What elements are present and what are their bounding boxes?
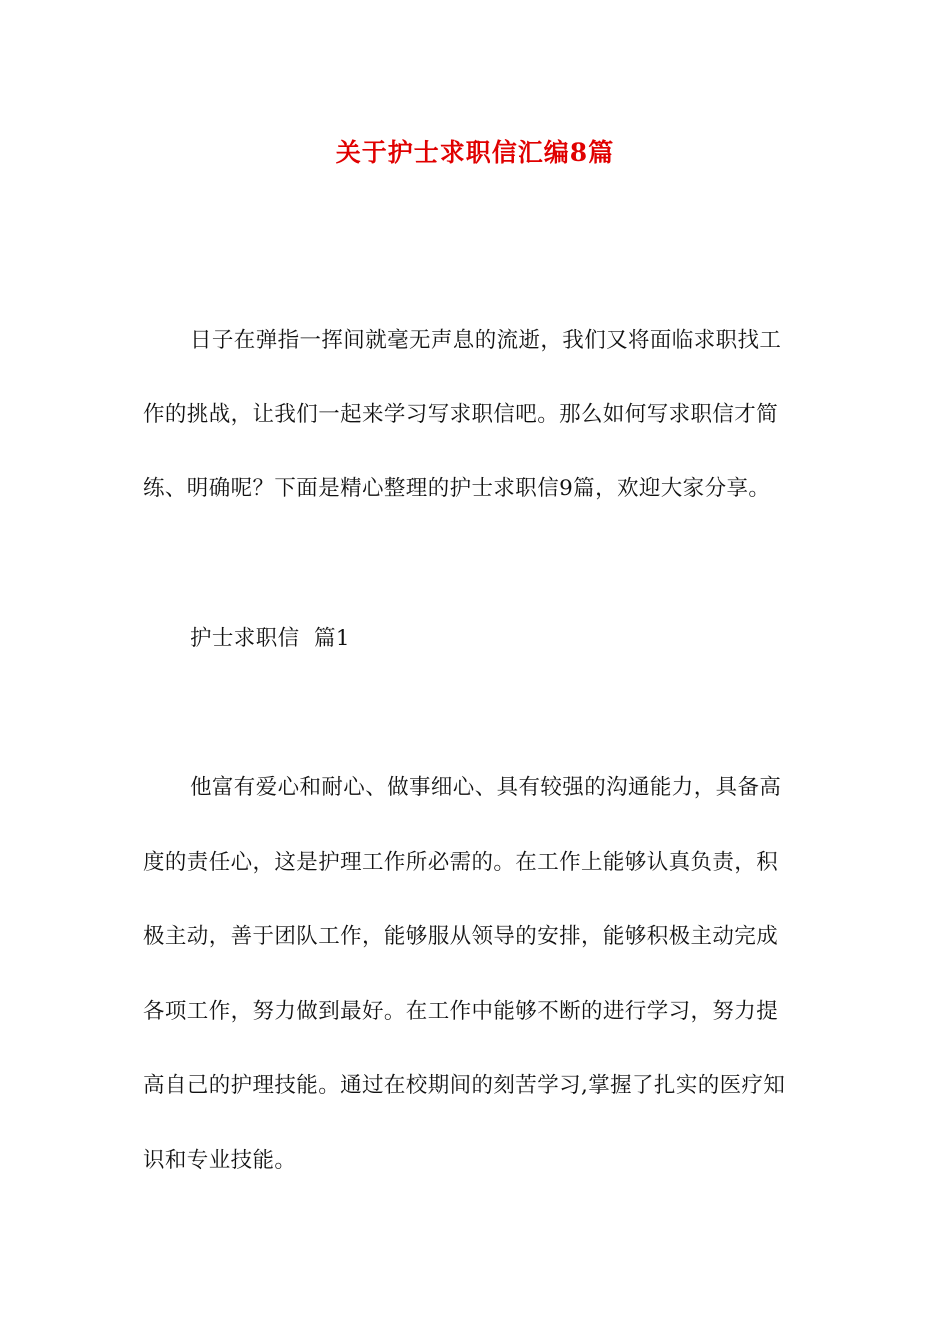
body-line-6: 识和专业技能。 <box>143 1148 297 1173</box>
body-line-1: 他富有爱心和耐心、做事细心、具有较强的沟通能力，具备高 <box>190 775 782 800</box>
intro-line-3: 练、明确呢？下面是精心整理的护士求职信9篇，欢迎大家分享。 <box>143 476 771 501</box>
section-heading: 护士求职信 篇1 <box>190 626 350 651</box>
document-title: 关于护士求职信汇编8篇 <box>335 138 615 167</box>
intro-line-2: 作的挑战，让我们一起来学习写求职信吧。那么如何写求职信才简 <box>143 402 779 427</box>
body-line-2: 度的责任心，这是护理工作所必需的。在工作上能够认真负责，积 <box>143 850 779 875</box>
body-line-4: 各项工作，努力做到最好。在工作中能够不断的进行学习，努力提 <box>143 999 779 1024</box>
intro-line-1: 日子在弹指一挥间就毫无声息的流逝，我们又将面临求职找工 <box>190 328 782 353</box>
body-line-3: 极主动，善于团队工作，能够服从领导的安排，能够积极主动完成 <box>143 924 779 949</box>
body-line-5: 高自己的护理技能。通过在校期间的刻苦学习,掌握了扎实的医疗知 <box>143 1073 786 1098</box>
